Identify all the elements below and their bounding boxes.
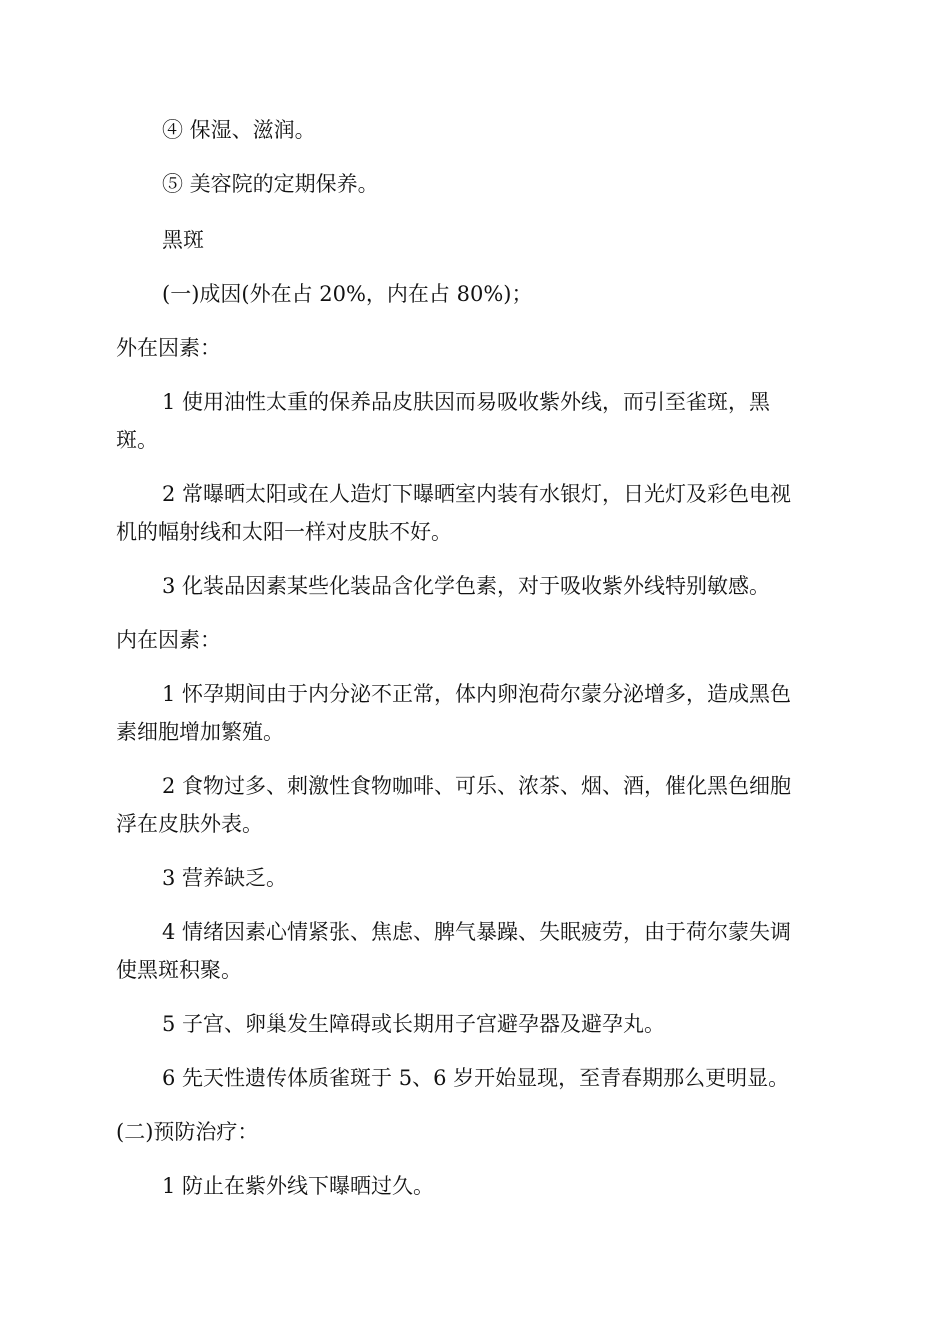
paragraph-line: 斑。 xyxy=(116,428,158,452)
section-heading-dark-spots: 黑斑 xyxy=(162,228,204,252)
paragraph-line: 1 防止在紫外线下曝晒过久。 xyxy=(162,1174,435,1198)
paragraph-line: 2 常曝晒太阳或在人造灯下曝晒室内装有水银灯，日光灯及彩色电视 xyxy=(162,482,792,506)
label-external-factors: 外在因素： xyxy=(116,336,221,360)
paragraph-line: 使黑斑积聚。 xyxy=(116,958,242,982)
subheading-prevention: (二)预防治疗： xyxy=(116,1120,259,1144)
paragraph-line: 6 先天性遗传体质雀斑于 5、6 岁开始显现，至青春期那么更明显。 xyxy=(162,1066,790,1090)
label-internal-factors: 内在因素： xyxy=(116,628,221,652)
paragraph-line: 4 情绪因素心情紧张、焦虑、脾气暴躁、失眠疲劳，由于荷尔蒙失调 xyxy=(162,920,792,944)
item-moisturize: ④ 保湿、滋润。 xyxy=(162,118,316,142)
paragraph-line: 素细胞增加繁殖。 xyxy=(116,720,284,744)
paragraph-line: 3 化装品因素某些化装品含化学色素，对于吸收紫外线特别敏感。 xyxy=(162,574,771,598)
paragraph-line: 5 子宫、卵巢发生障碍或长期用子宫避孕器及避孕丸。 xyxy=(162,1012,666,1036)
paragraph-line: 机的幅射线和太阳一样对皮肤不好。 xyxy=(116,520,452,544)
paragraph-line: 3 营养缺乏。 xyxy=(162,866,288,890)
item-salon-care: ⑤ 美容院的定期保养。 xyxy=(162,172,379,196)
paragraph-line: 1 怀孕期间由于内分泌不正常，体内卵泡荷尔蒙分泌增多，造成黑色 xyxy=(162,682,792,706)
paragraph-line: 2 食物过多、刺激性食物咖啡、可乐、浓茶、烟、酒，催化黑色细胞 xyxy=(162,774,792,798)
paragraph-line: 浮在皮肤外表。 xyxy=(116,812,263,836)
paragraph-line: 1 使用油性太重的保养品皮肤因而易吸收紫外线，而引至雀斑，黑 xyxy=(162,390,771,414)
subheading-causes: (一)成因(外在占 20%，内在占 80%)； xyxy=(162,282,533,306)
